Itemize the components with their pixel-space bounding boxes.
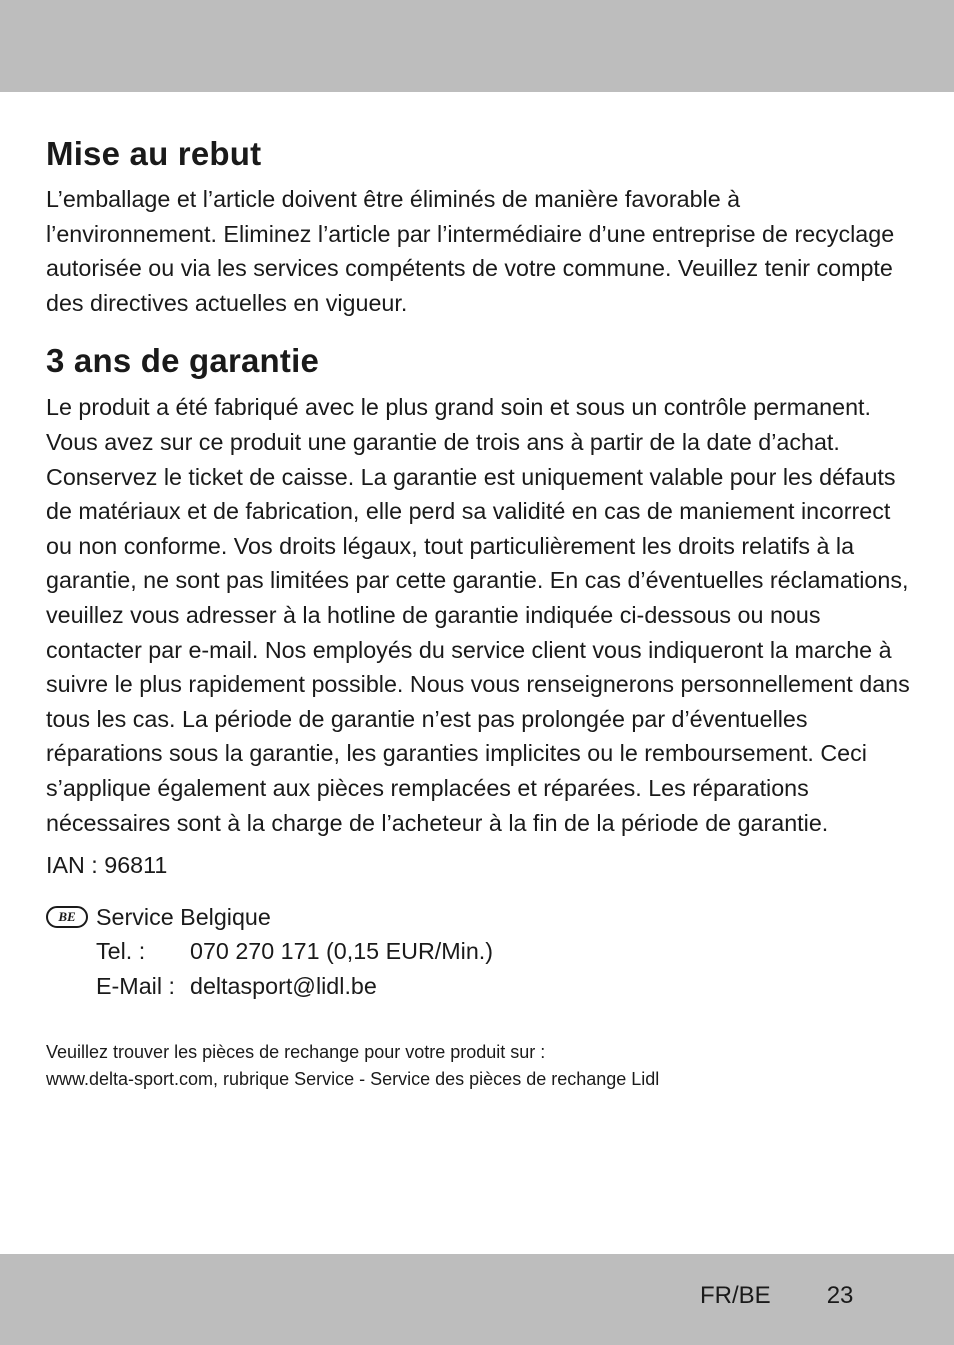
email-label: E-Mail : xyxy=(96,972,175,999)
spare-parts-note xyxy=(46,1039,912,1093)
language-code: FR/BE xyxy=(700,1282,771,1309)
tel-label: Tel. : xyxy=(96,938,146,965)
section-title-disposal: Mise au rebut xyxy=(46,135,262,172)
tel-value: 070 270 171 (0,15 EUR/Min.) xyxy=(190,938,494,965)
service-tel-row xyxy=(46,934,912,969)
spare-parts-line-2: www.delta-sport.com, rubrique Service - Service des pièces de rechange Lidl xyxy=(46,1069,660,1090)
country-badge-icon: BE xyxy=(46,906,88,928)
page-content xyxy=(46,134,912,1093)
service-name: Service Belgique xyxy=(96,903,271,930)
service-email-row xyxy=(46,969,912,1004)
header-band xyxy=(0,0,954,92)
section-title-warranty: 3 ans de garantie xyxy=(46,342,320,380)
ian-number: IAN : 96811 xyxy=(46,852,168,879)
service-contact-block xyxy=(46,900,912,1004)
email-value: deltasport@lidl.be xyxy=(190,972,377,999)
spare-parts-line-1: Veuillez trouver les pièces de rechange pour votre produit sur : xyxy=(46,1042,546,1063)
section-body-warranty: Le produit a été fabriqué avec le plus grand soin et sous un contrôle permanent. Vous avez sur ce produit une garantie de trois ans à partir de la date d’achat. Conservez le ticket de caisse. La garantie est uniquement valable pour les défauts de matériaux et de fabrication, elle perd sa validité en cas de maniement incorrect ou non conforme. Vos droits légaux, tout particulièrement les droits relatifs à la garantie, ne sont pas limitées par cette garantie. En cas d’éventuelles réclamations, veuillez vous adresser à la hotline de garantie indiquée ci-dessous ou nous contacter par e-mail. Nos employés du service client vous indiqueront la marche à suivre le plus rapidement possible. Nous vous renseignerons personnellement dans tous les cas. La période de garantie n’est pas prolongée par d’éventuelles réparations sous la garantie, les garanties implicites ou le remboursement. Ceci s’applique également aux pièces remplacées et réparées. Les réparations nécessaires sont à la charge de l’acheteur à la fin de la période de garantie. xyxy=(46,394,910,836)
section-body-disposal: L’emballage et l’article doivent être éliminés de manière favorable à l’environnement. Eliminez l’article par l’intermédiaire d’une entreprise de recyclage autorisée ou via les services compétents de votre commune. Veuillez tenir compte des directives actuelles en vigueur. xyxy=(46,186,895,316)
page-number: 23 xyxy=(826,1282,854,1309)
page-footer xyxy=(700,1282,853,1310)
